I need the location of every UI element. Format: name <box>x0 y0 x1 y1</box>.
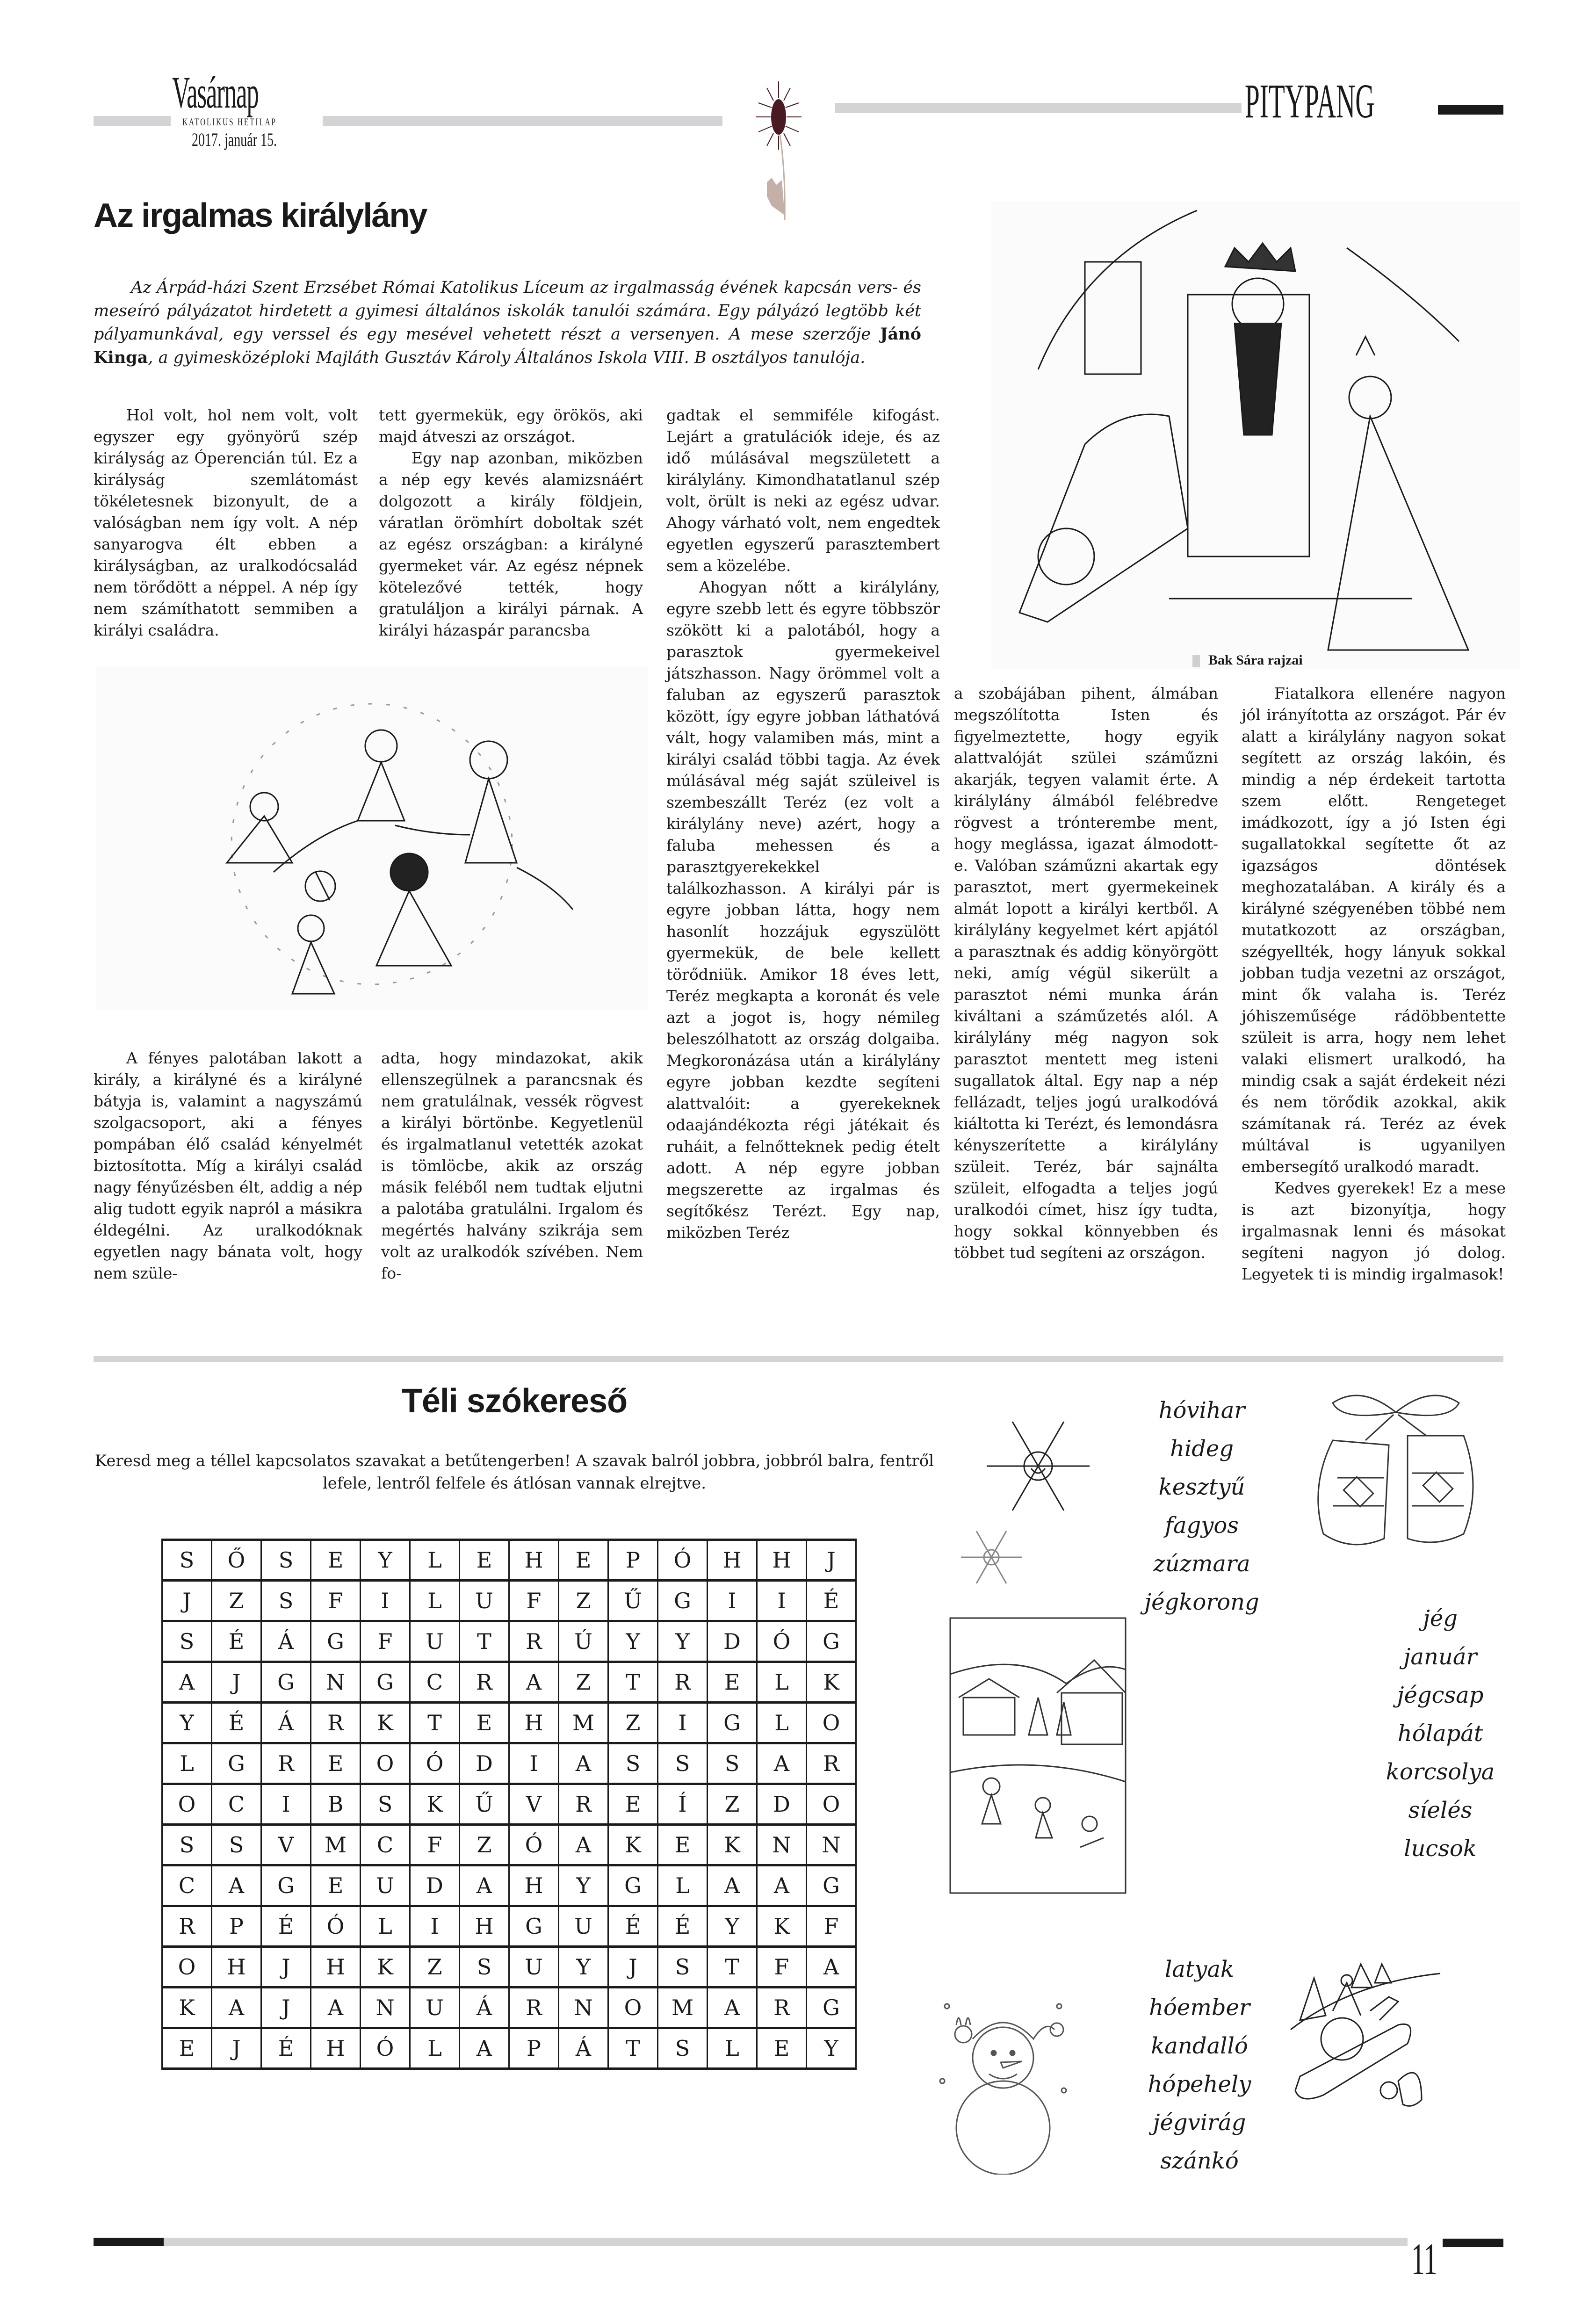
masthead-date: 2017. január 15. <box>192 129 277 150</box>
word-item: január <box>1403 1644 1477 1670</box>
grid-cell[interactable]: Z <box>559 1581 608 1621</box>
grid-cell[interactable]: G <box>807 1621 856 1662</box>
grid-cell[interactable]: Z <box>460 1825 509 1865</box>
word-item: hópehely <box>1148 2071 1251 2097</box>
grid-cell[interactable]: Y <box>559 1865 608 1906</box>
page-number: 11 <box>1411 2234 1437 2284</box>
grid-cell[interactable]: F <box>410 1825 460 1865</box>
grid-cell[interactable]: Y <box>807 2028 856 2069</box>
grid-cell[interactable]: S <box>608 1743 658 1784</box>
grid-cell[interactable]: G <box>608 1865 658 1906</box>
grid-cell[interactable]: Ó <box>658 1540 708 1581</box>
grid-cell[interactable]: O <box>162 1947 212 1988</box>
grid-cell[interactable]: A <box>757 1865 807 1906</box>
grid-cell[interactable]: I <box>658 1703 708 1743</box>
grid-cell[interactable]: A <box>708 1865 757 1906</box>
grid-cell[interactable]: T <box>608 2028 658 2069</box>
grid-cell[interactable]: K <box>708 1825 757 1865</box>
grid-cell[interactable]: M <box>658 1988 708 2028</box>
story-column-1 <box>94 405 358 641</box>
children-dancing-illustration <box>96 666 648 1010</box>
grid-cell[interactable]: S <box>708 1743 757 1784</box>
word-item: szánkó <box>1160 2148 1239 2174</box>
grid-cell[interactable]: T <box>708 1947 757 1988</box>
grid-cell[interactable]: M <box>311 1825 361 1865</box>
grid-cell[interactable]: H <box>757 1540 807 1581</box>
grid-cell[interactable]: F <box>311 1581 361 1621</box>
word-item: zúzmara <box>1153 1551 1250 1577</box>
grid-cell[interactable]: É <box>261 1906 311 1947</box>
grid-cell[interactable]: K <box>410 1784 460 1825</box>
grid-cell[interactable]: R <box>460 1662 509 1703</box>
grid-cell[interactable]: R <box>162 1906 212 1947</box>
king-throne-illustration <box>991 201 1520 669</box>
grid-cell[interactable]: I <box>361 1581 410 1621</box>
snowflake-small-icon <box>954 1525 1029 1590</box>
grid-cell[interactable]: T <box>608 1662 658 1703</box>
grid-cell[interactable]: A <box>212 1988 261 2028</box>
grid-cell[interactable]: Ó <box>509 1825 559 1865</box>
grid-cell[interactable]: E <box>311 1865 361 1906</box>
grid-cell[interactable]: J <box>261 1947 311 1988</box>
grid-cell[interactable]: I <box>410 1906 460 1947</box>
grid-row <box>162 1906 856 1947</box>
grid-cell[interactable]: N <box>311 1662 361 1703</box>
grid-cell[interactable]: A <box>162 1662 212 1703</box>
word-list-2 <box>1370 1599 1510 1868</box>
winter-village-illustration <box>949 1604 1127 1894</box>
story-intro: Az Árpád-házi Szent Erzsébet Római Katolikus Líceum az irgalmasság évének kapcsán vers- és meseíró pályázatot hirdetett a gyimesi általános iskolák tanulói számára. Egy pályázó legtöbb két pályamunkával, egy verssel és egy mesével vehetett részt a versenyen. A mese szerzője Jánó Kinga, a gyimesközéploki Majláth Gusztáv Károly Általános Iskola VIII. B osztályos tanulója. <box>94 278 921 367</box>
grid-cell[interactable]: C <box>361 1825 410 1865</box>
grid-cell[interactable]: A <box>212 1865 261 1906</box>
paragraph: tett gyermekük, egy örökös, aki majd átveszi az országot. <box>379 406 643 446</box>
grid-row <box>162 2028 856 2069</box>
grid-cell[interactable]: F <box>361 1621 410 1662</box>
header-rule-mid-right <box>835 103 1242 113</box>
grid-cell[interactable]: S <box>658 2028 708 2069</box>
grid-cell[interactable]: E <box>460 1540 509 1581</box>
grid-cell[interactable]: U <box>361 1865 410 1906</box>
grid-cell[interactable]: U <box>410 1988 460 2028</box>
grid-row <box>162 1621 856 1662</box>
grid-cell[interactable]: C <box>212 1784 261 1825</box>
grid-cell[interactable]: U <box>559 1906 608 1947</box>
grid-cell[interactable]: H <box>708 1540 757 1581</box>
word-item: jégkorong <box>1144 1589 1259 1615</box>
grid-cell[interactable]: E <box>311 1743 361 1784</box>
grid-cell[interactable]: Ő <box>212 1540 261 1581</box>
grid-cell[interactable]: L <box>757 1662 807 1703</box>
grid-cell[interactable]: E <box>559 1540 608 1581</box>
grid-cell[interactable]: S <box>361 1784 410 1825</box>
caption-marker-icon <box>1192 655 1200 667</box>
wordsearch-title: Téli szókereső <box>401 1382 628 1420</box>
grid-cell[interactable]: G <box>807 1865 856 1906</box>
grid-cell[interactable]: Y <box>608 1621 658 1662</box>
grid-cell[interactable]: A <box>311 1988 361 2028</box>
grid-cell[interactable]: Á <box>261 1621 311 1662</box>
grid-cell[interactable]: Y <box>708 1906 757 1947</box>
grid-cell[interactable]: R <box>509 1621 559 1662</box>
grid-row <box>162 1825 856 1865</box>
grid-cell[interactable]: L <box>708 2028 757 2069</box>
grid-cell[interactable]: A <box>460 1865 509 1906</box>
grid-cell[interactable]: H <box>509 1865 559 1906</box>
story-column-6 <box>954 683 1218 1264</box>
grid-cell[interactable]: E <box>311 1540 361 1581</box>
paragraph: A fényes palotában lakott a király, a királyné és a királyné bátyja is, valamint a nagyszámú szolgacsoport, aki a fényes pompában élő család kényelmét biztosította. Míg a királyi család nagy fényűzésben élt, addig a nép alig tudott egyik napról a másikra éldegélni. Az uralkodóknak egyetlen nagy bánata volt, hogy nem szüle- <box>94 1049 362 1282</box>
grid-cell[interactable]: L <box>410 1581 460 1621</box>
grid-cell[interactable]: Á <box>261 1703 311 1743</box>
paragraph: Kedves gyerekek! Ez a mese is azt bizonyítja, hogy irgalmasnak lenni és másokat segíteni nagyon jó dolog. Legyetek ti is mindig irgalmasok! <box>1242 1179 1506 1283</box>
paragraph: adta, hogy mindazokat, akik ellenszegülnek a parancsnak és nem gratulálnak, vessék rögvest a királyi börtönbe. Kegyetlenül és irgalmatlanul vetették azokat is tömlöcbe, akik az ország másik feléből nem tudtak eljutni a palotába gratulálni. Irgalom és megértés halvány szikrája sem volt az uralkodók szívében. Nem fo- <box>381 1049 643 1282</box>
paragraph: Ahogyan nőtt a királylány, egyre szebb lett és egyre többször szökött ki a palotából, hogy a parasztok gyermekeivel játszhasson. Nagy örömmel volt a faluban az egyszerű parasztok között, így egyre jobban láthatóvá vált, hogy valamiben más, mint a királyi család többi tagja. Az évek múlásával még saját szüleivel is szembeszállt Teréz (ez volt a királylány neve) azért, hogy a faluba mehessen és a parasztgyerekekkel találkozhasson. A királyi pár is egyre jobban látta, hogy nem hasonlít hozzájuk egyszülött gyermekük, de bele kellett törődniük. Amikor 18 éves lett, Teréz megkapta a koronát és vele azt a jogot is, hogy némileg beleszólhatott az ország dolgaiba. Megkoronázása után a királylány egyre jobban kezdte segíteni alattvalóit: a gyerekeknek odaajándékozta régi játékait és ruháit, a felnőtteknek pedig ételt adott. A nép egyre jobban megszerette az irgalmas és segítőkész Terézt. Egy nap, miközben Teréz <box>666 578 940 1242</box>
grid-cell[interactable]: Ű <box>608 1581 658 1621</box>
grid-cell[interactable]: E <box>658 1825 708 1865</box>
grid-cell[interactable]: G <box>708 1703 757 1743</box>
grid-cell[interactable]: K <box>608 1825 658 1865</box>
grid-cell[interactable]: A <box>559 1743 608 1784</box>
footer-rule-right <box>1443 2239 1503 2247</box>
grid-row <box>162 1784 856 1825</box>
grid-cell[interactable]: I <box>757 1581 807 1621</box>
grid-cell[interactable]: P <box>509 2028 559 2069</box>
grid-cell[interactable]: K <box>361 1703 410 1743</box>
grid-cell[interactable]: G <box>212 1743 261 1784</box>
grid-cell[interactable]: L <box>361 1906 410 1947</box>
paragraph: Egy nap azonban, miközben a nép egy kevés alamizsnáért dolgozott a király földjein, váratlan örömhírt doboltak szét az egész országban: a királyné gyermeket vár. Az egész népnek kötelezővé tették, hogy gratuláljon a királyi párnak. A királyi házaspár parancsba <box>379 449 643 639</box>
masthead-title: Vasárnap <box>172 67 259 117</box>
word-item: lucsok <box>1404 1836 1477 1862</box>
word-item: latyak <box>1164 1956 1235 1982</box>
grid-cell[interactable]: M <box>559 1703 608 1743</box>
word-item: hóvihar <box>1158 1397 1245 1424</box>
grid-cell[interactable]: G <box>311 1621 361 1662</box>
grid-cell[interactable]: F <box>807 1906 856 1947</box>
grid-cell[interactable]: É <box>807 1581 856 1621</box>
paragraph: gadtak el semmiféle kifogást. Lejárt a gratulációk ideje, és az idő múlásával megszületett a királylány. Kimondhatatlanul szép volt, örült is neki az egész udvar. Ahogy várható volt, nem engedtek egyetlen egyszerű parasztembert sem a közelébe. <box>666 406 940 575</box>
grid-cell[interactable]: S <box>162 1540 212 1581</box>
grid-cell[interactable]: J <box>608 1947 658 1988</box>
grid-row <box>162 1988 856 2028</box>
section-divider <box>94 1356 1503 1362</box>
grid-cell[interactable]: G <box>261 1662 311 1703</box>
grid-cell[interactable]: L <box>162 1743 212 1784</box>
grid-cell[interactable]: Y <box>162 1703 212 1743</box>
grid-cell[interactable]: R <box>559 1784 608 1825</box>
author-name: Jánó Kinga <box>94 325 921 367</box>
header-rule-mid-left <box>323 116 722 126</box>
grid-cell[interactable]: S <box>658 1743 708 1784</box>
story-column-5 <box>381 1048 643 1284</box>
grid-cell[interactable]: É <box>261 2028 311 2069</box>
paragraph: a szobájában pihent, álmában megszólította Isten és figyelmeztette, hogy egyik alattvalóját szülei száműzni akarják, tegyen valamit érte. A királylány álmából felébredve rögvest a trónterembe ment, hogy meglássa, igazat álmodott-e. Valóban száműzni akartak egy parasztot, mert gyermekeinek almát lopott a királyi kertből. A királylány kegyelmet kért apjától a parasztnak és addig könyörgött neki, amíg végül sikerült a parasztot némi munka árán kiváltani a száműzetés alól. A királylány még nagyon sok parasztot mentett meg isteni sugallatok által. Egy nap a nép fellázadt, teljes jogú uralkodóvá kiáltotta ki Terézt, és lemondásra kényszerítette a királylány szüleit. Teréz, bár sajnálta szüleit, elfogadta a teljes jogú uralkodói címet, hisz így tudta, hogy sokkal könnyebben és többet tud segíteni az országon. <box>954 684 1218 1262</box>
grid-cell[interactable]: H <box>311 1947 361 1988</box>
word-list-1 <box>1122 1391 1281 1621</box>
word-item: síelés <box>1408 1797 1473 1823</box>
grid-cell[interactable]: U <box>509 1947 559 1988</box>
word-item: korcsolya <box>1386 1759 1495 1785</box>
story-title: Az irgalmas királylány <box>94 197 427 234</box>
grid-cell[interactable]: R <box>509 1988 559 2028</box>
grid-cell[interactable]: N <box>361 1988 410 2028</box>
grid-cell[interactable]: É <box>212 1703 261 1743</box>
grid-cell[interactable]: H <box>509 1703 559 1743</box>
grid-row <box>162 1947 856 1988</box>
grid-row <box>162 1581 856 1621</box>
grid-cell[interactable]: L <box>410 2028 460 2069</box>
grid-cell[interactable]: Ó <box>361 2028 410 2069</box>
grid-cell[interactable]: D <box>410 1865 460 1906</box>
grid-cell[interactable]: C <box>410 1662 460 1703</box>
grid-row <box>162 1703 856 1743</box>
grid-cell[interactable]: H <box>212 1947 261 1988</box>
grid-cell[interactable]: S <box>162 1825 212 1865</box>
grid-cell[interactable]: D <box>708 1621 757 1662</box>
grid-row <box>162 1662 856 1703</box>
paragraph: Hol volt, hol nem volt, volt egyszer egy gyönyörű szép királyság az Óperencián túl. Ez a királyság szemlátomást tökéletesnek bizonyult, de a valóságban nem így volt. A nép sanyarogva élt ebben a királyságban, az uralkodócsalád nem törődött a néppel. A nép így nem számíthatott semmiben a királyi családra. <box>94 406 358 639</box>
grid-cell[interactable]: O <box>361 1743 410 1784</box>
grid-cell[interactable]: C <box>162 1865 212 1906</box>
grid-cell[interactable]: P <box>608 1540 658 1581</box>
grid-cell[interactable]: É <box>608 1906 658 1947</box>
grid-cell[interactable]: B <box>311 1784 361 1825</box>
grid-cell[interactable]: A <box>807 1947 856 1988</box>
grid-cell[interactable]: J <box>261 1988 311 2028</box>
grid-cell[interactable]: V <box>509 1784 559 1825</box>
dandelion-logo-icon <box>739 80 818 220</box>
grid-cell[interactable]: Y <box>658 1621 708 1662</box>
grid-cell[interactable]: O <box>162 1784 212 1825</box>
grid-cell[interactable]: S <box>460 1947 509 1988</box>
grid-row <box>162 1743 856 1784</box>
grid-cell[interactable]: P <box>212 1906 261 1947</box>
grid-cell[interactable]: E <box>708 1662 757 1703</box>
illustration-caption: Bak Sára rajzai <box>1192 652 1303 668</box>
grid-cell[interactable]: S <box>261 1540 311 1581</box>
grid-cell[interactable]: U <box>460 1581 509 1621</box>
grid-cell[interactable]: I <box>708 1581 757 1621</box>
word-item: hólapát <box>1397 1720 1483 1747</box>
story-column-7 <box>1242 683 1506 1285</box>
grid-cell[interactable]: O <box>807 1703 856 1743</box>
grid-cell[interactable]: G <box>261 1865 311 1906</box>
grid-cell[interactable]: K <box>807 1662 856 1703</box>
grid-cell[interactable]: Y <box>361 1540 410 1581</box>
grid-cell[interactable]: D <box>460 1743 509 1784</box>
header-rule-left <box>94 116 171 126</box>
grid-cell[interactable]: N <box>559 1988 608 2028</box>
grid-cell[interactable]: Z <box>410 1947 460 1988</box>
grid-cell[interactable]: L <box>410 1540 460 1581</box>
section-label: PITYPANG <box>1245 74 1375 128</box>
word-item: jégcsap <box>1397 1682 1484 1708</box>
grid-cell[interactable]: G <box>509 1906 559 1947</box>
grid-cell[interactable]: E <box>757 2028 807 2069</box>
grid-cell[interactable]: G <box>807 1988 856 2028</box>
sledding-child-illustration <box>1281 1955 1459 2132</box>
grid-cell[interactable]: A <box>509 1662 559 1703</box>
grid-cell[interactable]: R <box>261 1743 311 1784</box>
grid-row <box>162 1540 856 1581</box>
word-list-3 <box>1122 1950 1277 2180</box>
grid-cell[interactable]: Y <box>559 1947 608 1988</box>
grid-cell[interactable]: J <box>212 2028 261 2069</box>
grid-cell[interactable]: L <box>658 1865 708 1906</box>
grid-cell[interactable]: Ó <box>410 1743 460 1784</box>
grid-cell[interactable]: É <box>212 1621 261 1662</box>
grid-cell[interactable]: E <box>162 2028 212 2069</box>
grid-cell[interactable]: F <box>509 1581 559 1621</box>
footer-rule-left <box>94 2238 164 2246</box>
wordsearch-instructions: Keresd meg a téllel kapcsolatos szavakat a betűtengerben! A szavak balról jobbra, jobbról balra, fentről lefele, lentről felfele és átlósan vannak elrejtve. <box>94 1452 934 1493</box>
grid-cell[interactable]: L <box>757 1703 807 1743</box>
grid-cell[interactable]: T <box>460 1621 509 1662</box>
grid-cell[interactable]: H <box>460 1906 509 1947</box>
grid-cell[interactable]: Ó <box>757 1621 807 1662</box>
story-column-2 <box>379 405 643 641</box>
grid-cell[interactable]: H <box>509 1540 559 1581</box>
grid-cell[interactable]: J <box>807 1540 856 1581</box>
masthead-subtitle: KATOLIKUS HETILAP <box>182 116 277 128</box>
grid-cell[interactable]: F <box>757 1947 807 1988</box>
grid-cell[interactable]: Á <box>460 1988 509 2028</box>
story-column-3 <box>666 405 940 1243</box>
footer-rule-grey <box>164 2238 1408 2246</box>
grid-cell[interactable]: Z <box>559 1662 608 1703</box>
grid-cell[interactable]: O <box>608 1988 658 2028</box>
grid-cell[interactable]: J <box>162 1581 212 1621</box>
word-item: jégvirág <box>1153 2110 1246 2136</box>
word-item: fagyos <box>1165 1512 1239 1539</box>
grid-cell[interactable]: A <box>559 1825 608 1865</box>
grid-cell[interactable]: R <box>658 1662 708 1703</box>
grid-cell[interactable]: A <box>708 1988 757 2028</box>
paragraph: Fiatalkora ellenére nagyon jól irányította az országot. Pár év alatt a királylány nagyon sokat segített az ország lakóin, és mindig a nép érdekeit tartotta szem előtt. Rengeteget imádkozott, így a jó Isten égi sugallatokkal segítette őt az igazságos döntések meghozatalában. A király és a királyné szégyenében többé nem mutatkozott az országban, szégyellték, hogy lányuk sokkal jobban tudja vezetni az országot, mint ők valaha is. Teréz jóhiszeműsége rádöbbentette szüleit is arra, hogy nem lehet valaki elismert uralkodó, ha mindig csak a saját érdekeit nézi és nem törődik azokkal, akik számítanak rá. Teréz az évek múltával is ugyanilyen embersegítő uralkodó maradt. <box>1242 684 1506 1176</box>
story-column-4 <box>94 1048 362 1284</box>
grid-cell[interactable]: Z <box>708 1784 757 1825</box>
grid-cell[interactable]: G <box>658 1581 708 1621</box>
grid-cell[interactable]: R <box>807 1743 856 1784</box>
grid-cell[interactable]: J <box>212 1662 261 1703</box>
wordsearch-grid <box>161 1539 857 2070</box>
word-item: hideg <box>1170 1436 1234 1462</box>
grid-cell[interactable]: Ű <box>460 1784 509 1825</box>
grid-cell[interactable]: V <box>261 1825 311 1865</box>
grid-cell[interactable]: S <box>261 1581 311 1621</box>
grid-cell[interactable]: Ú <box>559 1621 608 1662</box>
snowman-illustration <box>928 1988 1078 2175</box>
grid-cell[interactable]: É <box>658 1906 708 1947</box>
snowflake-icon <box>977 1415 1099 1518</box>
grid-cell[interactable]: K <box>361 1947 410 1988</box>
grid-cell[interactable]: D <box>757 1784 807 1825</box>
grid-cell[interactable]: S <box>212 1825 261 1865</box>
header-rule-right <box>1438 105 1503 115</box>
grid-cell[interactable]: S <box>658 1947 708 1988</box>
word-item: kesztyű <box>1158 1474 1245 1500</box>
grid-cell[interactable]: Í <box>658 1784 708 1825</box>
grid-cell[interactable]: R <box>311 1703 361 1743</box>
grid-cell[interactable]: G <box>361 1662 410 1703</box>
grid-cell[interactable]: Á <box>559 2028 608 2069</box>
grid-cell[interactable]: A <box>460 2028 509 2069</box>
mittens-illustration <box>1305 1384 1487 1562</box>
grid-cell[interactable]: I <box>509 1743 559 1784</box>
word-item: hóember <box>1149 1995 1250 2021</box>
grid-cell[interactable]: T <box>410 1703 460 1743</box>
grid-cell[interactable]: N <box>807 1825 856 1865</box>
grid-cell[interactable]: Z <box>608 1703 658 1743</box>
grid-cell[interactable]: E <box>460 1703 509 1743</box>
grid-cell[interactable]: Z <box>212 1581 261 1621</box>
grid-cell[interactable]: R <box>757 1988 807 2028</box>
word-item: jég <box>1423 1605 1458 1632</box>
grid-cell[interactable]: N <box>757 1825 807 1865</box>
grid-cell[interactable]: S <box>162 1621 212 1662</box>
grid-cell[interactable]: Ó <box>311 1906 361 1947</box>
grid-cell[interactable]: A <box>757 1743 807 1784</box>
grid-cell[interactable]: K <box>162 1988 212 2028</box>
grid-row <box>162 1865 856 1906</box>
grid-cell[interactable]: E <box>608 1784 658 1825</box>
grid-cell[interactable]: H <box>311 2028 361 2069</box>
grid-cell[interactable]: I <box>261 1784 311 1825</box>
word-item: kandalló <box>1151 2033 1248 2059</box>
grid-cell[interactable]: O <box>807 1784 856 1825</box>
grid-cell[interactable]: U <box>410 1621 460 1662</box>
grid-cell[interactable]: K <box>757 1906 807 1947</box>
